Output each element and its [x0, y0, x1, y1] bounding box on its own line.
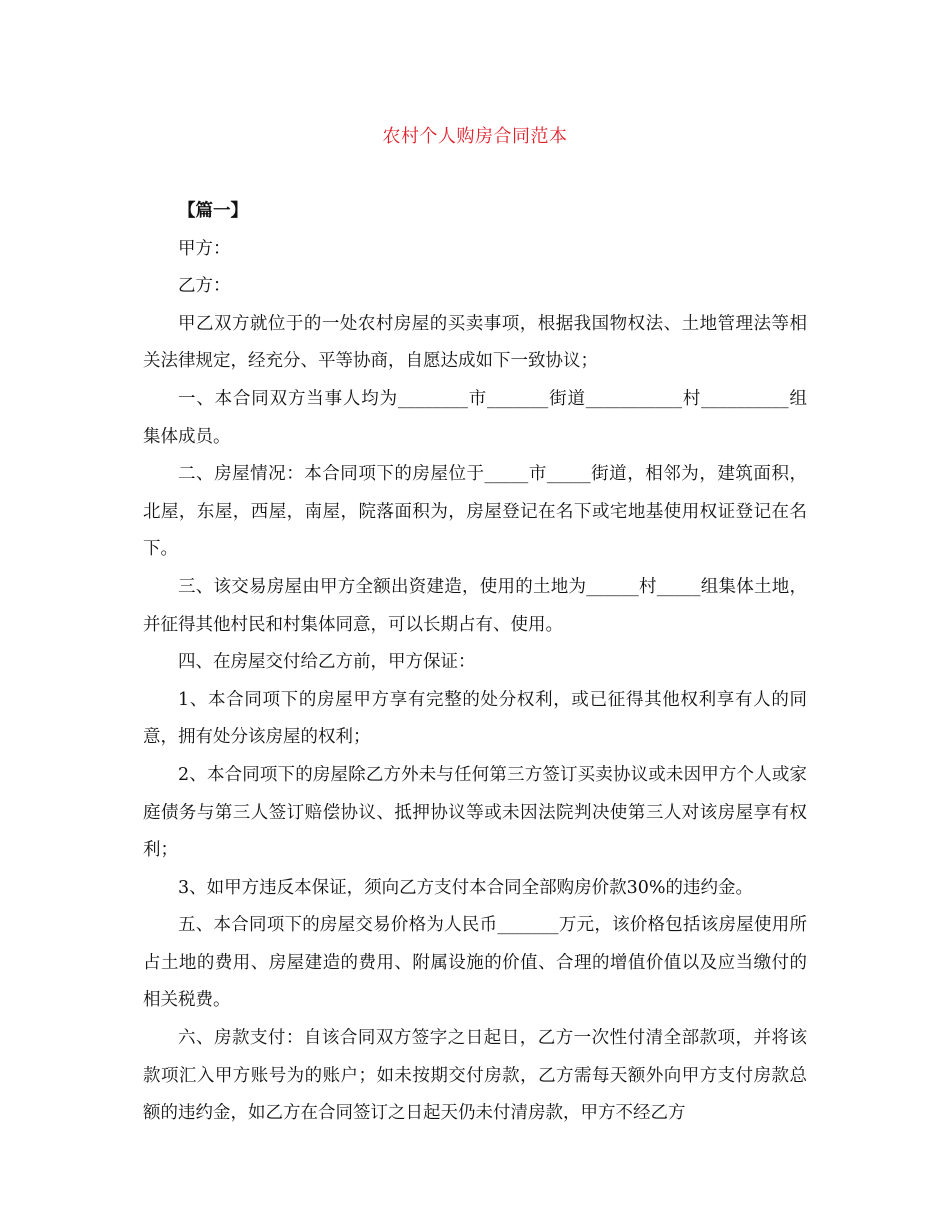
- guarantee-item-1: 1、本合同项下的房屋甲方享有完整的处分权利，或已征得其他权利享有人的同意，拥有处分该房屋的权利；: [143, 689, 807, 748]
- clause-4-guarantee: 四、在房屋交付给乙方前，甲方保证：: [178, 652, 476, 673]
- guarantee-item-2: 2、本合同项下的房屋除乙方外未与任何第三方签订买卖协议或未因甲方个人或家庭债务与第三人签订赔偿协议、抵押协议等或未因法院判决使第三人对该房屋享有权利；: [143, 764, 807, 861]
- clause-5-price: 五、本合同项下的房屋交易价格为人民币_______万元，该价格包括该房屋使用所占土地的费用、房屋建造的费用、附属设施的价值、合理的增值价值以及应当缴付的相关税费。: [143, 915, 807, 1011]
- clause-2-house-info: 二、房屋情况：本合同项下的房屋位于_____市_____街道，相邻为，建筑面积，北屋，东屋，西屋，南屋，院落面积为，房屋登记在名下或宅地基使用权证登记在名下。: [143, 464, 807, 560]
- document-body: [143, 193, 807, 1133]
- section-heading: 【篇一】: [178, 201, 248, 221]
- party-a-line: 甲方：: [178, 238, 231, 259]
- clause-1-members: 一、本合同双方当事人均为________市_______街道___________村__________组集体成员。: [143, 388, 807, 447]
- clause-3-land: 三、该交易房屋由甲方全额出资建造，使用的土地为______村_____组集体土地，并征得其他村民和村集体同意，可以长期占有、使用。: [143, 576, 807, 635]
- guarantee-item-3: 3、如甲方违反本保证，须向乙方支付本合同全部购房价款30%的违约金。: [178, 877, 754, 898]
- party-b-line: 乙方：: [178, 276, 231, 297]
- clause-6-payment: 六、房款支付：自该合同双方签字之日起日，乙方一次性付清全部款项，并将该款项汇入甲方账号为的账户；如未按期交付房款，乙方需每天额外向甲方支付房款总额的违约金，如乙方在合同签订之日起天仍未付清房款，甲方不经乙方: [143, 1028, 807, 1124]
- document-title: 农村个人购房合同范本: [382, 126, 568, 147]
- clause-preamble: 甲乙双方就位于的一处农村房屋的买卖事项，根据我国物权法、土地管理法等相关法律规定，经充分、平等协商，自愿达成如下一致协议；: [143, 313, 807, 372]
